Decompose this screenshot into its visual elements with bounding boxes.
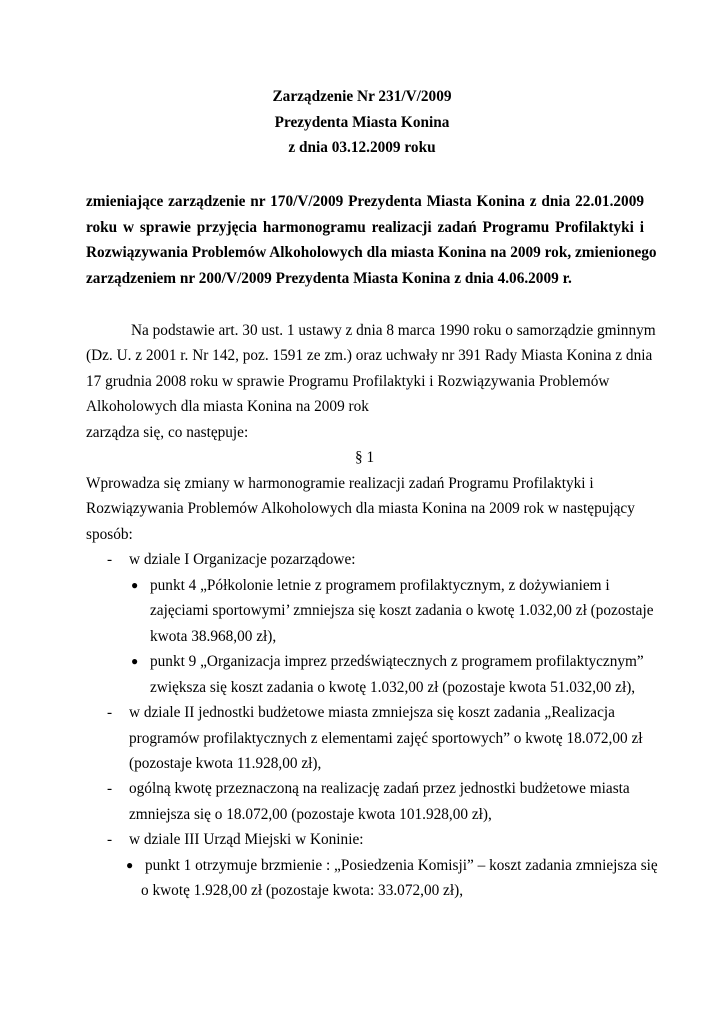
- sub-item-line: punkt 4 „Półkolonie letnie z programem profilaktycznym, z dożywianiem i: [150, 577, 610, 594]
- basis-line: (Dz. U. z 2001 r. Nr 142, poz. 1591 ze zm.) oraz uchwały nr 391 Rady Miasta Konina z dnia: [86, 347, 653, 364]
- document-date: z dnia 03.12.2009 roku: [288, 139, 436, 156]
- sub-item-line: punkt 9 „Organizacja imprez przedświątecznych z programem profilaktycznym”: [150, 653, 644, 670]
- basis-line: Alkoholowych dla miasta Konina na 2009 rok: [86, 398, 369, 415]
- bullet-marker: ●: [126, 858, 134, 872]
- subject-line: roku w sprawie przyjęcia harmonogramu realizacji zadań Programu Profilaktyki i: [86, 219, 644, 236]
- list-item-line: w dziale II jednostki budżetowe miasta zmniejsza się koszt zadania „Realizacja: [129, 704, 615, 721]
- bullet-marker: ●: [131, 578, 139, 592]
- list-item-line: (pozostaje kwota 11.928,00 zł),: [129, 755, 322, 772]
- sub-item-line: zajęciami sportowymi’ zmniejsza się koszt zadania o kwotę 1.032,00 zł (pozostaje: [150, 602, 654, 619]
- list-item-line: programów profilaktycznych z elementami zajęć sportowych” o kwotę 18.072,00 zł: [129, 730, 643, 747]
- basis-line: 17 grudnia 2008 roku w sprawie Programu Profilaktyki i Rozwiązywania Problemów: [86, 373, 610, 390]
- document-issuer: Prezydenta Miasta Konina: [274, 114, 450, 131]
- sub-item-line: o kwotę 1.928,00 zł (pozostaje kwota: 33.072,00 zł),: [141, 882, 464, 899]
- section-mark: § 1: [355, 449, 375, 466]
- sub-item-line: zwiększa się koszt zadania o kwotę 1.032,00 zł (pozostaje kwota 51.032,00 zł),: [150, 679, 636, 696]
- bullet-marker: ●: [131, 654, 139, 668]
- dash-marker: -: [107, 704, 113, 721]
- sub-item-line: punkt 1 otrzymuje brzmienie : „Posiedzenia Komisji” – koszt zadania zmniejsza się: [145, 857, 658, 874]
- basis-line: Na podstawie art. 30 ust. 1 ustawy z dnia 8 marca 1990 roku o samorządzie gminnym: [131, 322, 656, 339]
- subject-line: zarządzeniem nr 200/V/2009 Prezydenta Miasta Konina z dnia 4.06.2009 r.: [86, 270, 572, 287]
- list-item-text: w dziale I Organizacje pozarządowe:: [129, 551, 356, 568]
- basis-line: zarządza się, co następuje:: [86, 424, 249, 441]
- list-item-line: ogólną kwotę przeznaczoną na realizację zadań przez jednostki budżetowe miasta: [129, 780, 630, 797]
- dash-marker: -: [107, 551, 113, 568]
- dash-marker: -: [107, 831, 113, 848]
- list-item-line: zmniejsza się o 18.072,00 (pozostaje kwota 101.928,00 zł),: [129, 806, 492, 823]
- subject-line: Rozwiązywania Problemów Alkoholowych dla miasta Konina na 2009 rok, zmienionego: [86, 244, 657, 261]
- subject-line: zmieniające zarządzenie nr 170/V/2009 Prezydenta Miasta Konina z dnia 22.01.2009: [86, 193, 644, 210]
- intro-line: sposób:: [86, 526, 133, 543]
- document-title: Zarządzenie Nr 231/V/2009: [272, 88, 452, 105]
- sub-item-line: kwota 38.968,00 zł),: [150, 628, 277, 645]
- intro-line: Rozwiązywania Problemów Alkoholowych dla miasta Konina na 2009 rok w następujący: [86, 500, 635, 517]
- intro-line: Wprowadza się zmiany w harmonogramie realizacji zadań Programu Profilaktyki i: [86, 475, 594, 492]
- list-item-text: w dziale III Urząd Miejski w Koninie:: [129, 831, 364, 848]
- dash-marker: -: [107, 780, 113, 797]
